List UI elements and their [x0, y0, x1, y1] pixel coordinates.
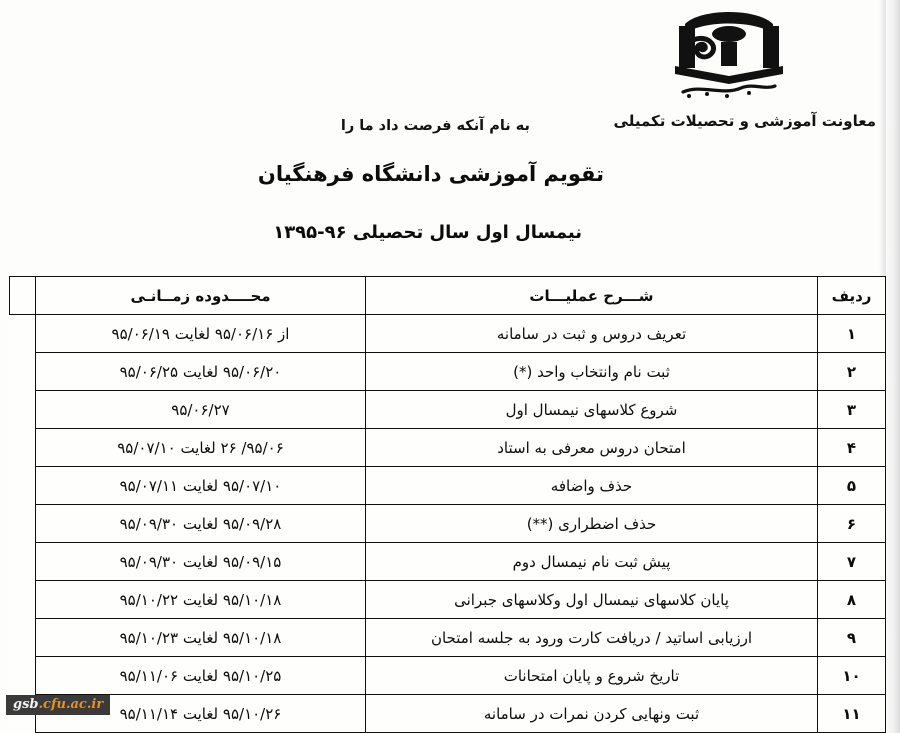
cell-radif: ۷ [818, 543, 886, 581]
cell-timespan: ۹۵/۱۰/۲۶ لغایت ۹۵/۱۱/۱۴ [36, 695, 366, 733]
cell-margin-spacer [10, 429, 36, 467]
cell-radif: ۴ [818, 429, 886, 467]
table-row [10, 657, 886, 695]
cell-margin-spacer [10, 543, 36, 581]
cell-margin-spacer [10, 467, 36, 505]
table-row [10, 543, 886, 581]
cell-timespan: ۹۵/۰۹/۱۵ لغایت ۹۵/۰۹/۳۰ [36, 543, 366, 581]
cell-margin-spacer [10, 391, 36, 429]
column-header-description: شـــرح عملیـــات [366, 277, 818, 315]
table-row [10, 315, 886, 353]
cell-timespan: ۹۵/۱۰/۲۵ لغایت ۹۵/۱۱/۰۶ [36, 657, 366, 695]
cell-radif: ۵ [818, 467, 886, 505]
table-row [10, 695, 886, 733]
cell-timespan: ۹۵/۰۶/۲۷ [36, 391, 366, 429]
cell-timespan: ۹۵/۰۶/ ۲۶ لغایت ۹۵/۰۷/۱۰ [36, 429, 366, 467]
cell-timespan: ۹۵/۰۹/۲۸ لغایت ۹۵/۰۹/۳۰ [36, 505, 366, 543]
cell-description: امتحان دروس معرفی به استاد [366, 429, 818, 467]
cell-description: ثبت ونهایی کردن نمرات در سامانه [366, 695, 818, 733]
cell-radif: ۱۰ [818, 657, 886, 695]
cell-description: تعریف دروس و ثبت در سامانه [366, 315, 818, 353]
cell-timespan: ۹۵/۰۶/۲۰ لغایت ۹۵/۰۶/۲۵ [36, 353, 366, 391]
cell-margin-spacer [10, 353, 36, 391]
table-row [10, 429, 886, 467]
cell-description: ثبت نام وانتخاب واحد (*) [366, 353, 818, 391]
cell-description: شروع کلاسهای نیمسال اول [366, 391, 818, 429]
column-header-margin-spacer [10, 277, 36, 315]
site-watermark [6, 695, 110, 715]
table-row [10, 619, 886, 657]
department-title: معاونت آموزشی و تحصیلات تکمیلی [613, 112, 876, 130]
cell-timespan: ۹۵/۱۰/۱۸ لغایت ۹۵/۱۰/۲۳ [36, 619, 366, 657]
cell-description: تاریخ شروع و پایان امتحانات [366, 657, 818, 695]
cell-description: حذف واضافه [366, 467, 818, 505]
cell-radif: ۳ [818, 391, 886, 429]
table-row [10, 353, 886, 391]
cell-margin-spacer [10, 619, 36, 657]
table-row [10, 467, 886, 505]
table-body [10, 315, 886, 733]
university-logo [641, 4, 816, 104]
bismillah-line: به نام آنکه فرصت داد ما را [340, 118, 530, 134]
cell-description: پایان کلاسهای نیمسال اول وکلاسهای جبرانی [366, 581, 818, 619]
cell-margin-spacer [10, 315, 36, 353]
cell-description: پیش ثبت نام نیمسال دوم [366, 543, 818, 581]
cell-timespan: ۹۵/۰۷/۱۰ لغایت ۹۵/۰۷/۱۱ [36, 467, 366, 505]
cell-radif: ۱ [818, 315, 886, 353]
page-subtitle: نیمسال اول سال تحصیلی ۹۶-۱۳۹۵ [273, 222, 582, 243]
cell-timespan: ۹۵/۱۰/۱۸ لغایت ۹۵/۱۰/۲۲ [36, 581, 366, 619]
cell-radif: ۸ [818, 581, 886, 619]
column-header-timespan: محــــدوده زمــانـی [36, 277, 366, 315]
graduation-book-logo-icon [649, 4, 809, 104]
cell-description: ارزیابی اساتید / دریافت کارت ورود به جلسه امتحان [366, 619, 818, 657]
table-row [10, 581, 886, 619]
cell-description: حذف اضطراری (**) [366, 505, 818, 543]
table-row [10, 391, 886, 429]
table-row [10, 505, 886, 543]
watermark-prefix: gsb [13, 697, 39, 712]
cell-radif: ۶ [818, 505, 886, 543]
cell-timespan: از ۹۵/۰۶/۱۶ لغایت ۹۵/۰۶/۱۹ [36, 315, 366, 353]
cell-radif: ۹ [818, 619, 886, 657]
cell-margin-spacer [10, 657, 36, 695]
cell-radif: ۲ [818, 353, 886, 391]
cell-radif: ۱۱ [818, 695, 886, 733]
cell-margin-spacer [10, 581, 36, 619]
table-header-row [10, 277, 886, 315]
document-header [0, 0, 900, 272]
cell-margin-spacer [10, 505, 36, 543]
page-title: تقویم آموزشی دانشگاه فرهنگیان [257, 162, 604, 186]
column-header-radif: ردیف [818, 277, 886, 315]
watermark-suffix: .cfu.ac.ir [38, 697, 104, 712]
table-header [10, 277, 886, 315]
academic-calendar-table [9, 276, 886, 733]
